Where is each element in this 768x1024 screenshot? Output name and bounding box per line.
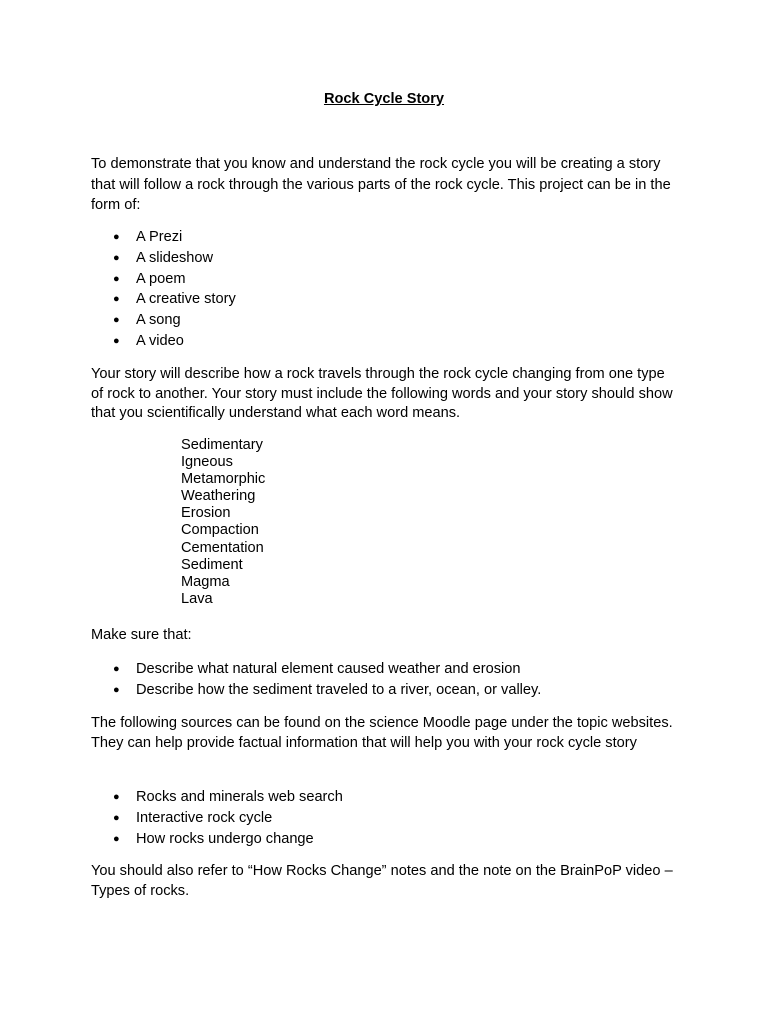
- list-item: ● A creative story: [91, 289, 236, 310]
- sources-list: [91, 787, 343, 849]
- list-item: ● A video: [91, 331, 236, 352]
- story-text: Your story will describe how a rock travels through the rock cycle changing from one type of rock to another. Your story must include the following words and your story should show that you scientifically understand what each word means.: [91, 366, 673, 421]
- bullet-icon: ●: [113, 334, 120, 347]
- list-item: ● How rocks undergo change: [91, 829, 343, 850]
- bullet-icon: ●: [113, 272, 120, 285]
- list-item: ● A slideshow: [91, 248, 236, 269]
- intro-paragraph: [91, 154, 677, 216]
- make-sure-list: [91, 659, 541, 701]
- list-item: ● A song: [91, 310, 236, 331]
- bullet-icon: ●: [113, 293, 120, 306]
- term-item: Compaction: [181, 522, 259, 539]
- bullet-icon: ●: [113, 811, 120, 824]
- list-item: ● Rocks and minerals web search: [91, 787, 343, 808]
- bullet-icon: ●: [113, 231, 120, 243]
- bullet-icon: ●: [113, 832, 120, 845]
- term-item: Sediment: [181, 556, 243, 573]
- list-item: ● A poem: [91, 269, 236, 290]
- term-item: Sedimentary: [181, 437, 263, 453]
- document-title: Rock Cycle Story: [323, 91, 445, 107]
- make-sure-heading: [91, 626, 677, 646]
- bullet-icon: ●: [113, 791, 120, 803]
- list-item: ● A Prezi: [91, 227, 236, 248]
- bullet-icon: ●: [113, 314, 120, 327]
- term-item: Erosion: [181, 505, 231, 522]
- intro-text: To demonstrate that you know and understand the rock cycle you will be creating a story that will follow a rock through the various parts of the rock cycle. This project can be in the form of:: [91, 156, 671, 213]
- term-item: Metamorphic: [181, 471, 266, 488]
- closing-paragraph: [91, 861, 677, 901]
- term-item: Cementation: [181, 539, 264, 556]
- term-item: Magma: [181, 573, 230, 590]
- required-terms-list: [181, 437, 265, 608]
- list-item: ● Interactive rock cycle: [91, 808, 343, 829]
- term-item: Lava: [181, 590, 213, 607]
- bullet-icon: ●: [113, 251, 120, 264]
- list-item: ● Describe how the sediment traveled to a river, ocean, or valley.: [91, 680, 541, 701]
- list-item: ● Describe what natural element caused weather and erosion: [91, 659, 541, 680]
- term-item: Weathering: [181, 488, 256, 505]
- bullet-icon: ●: [113, 663, 120, 675]
- bullet-icon: ●: [113, 683, 120, 696]
- story-paragraph: [91, 365, 677, 424]
- sources-paragraph: [91, 713, 677, 753]
- closing-text: You should also refer to “How Rocks Change” notes and the note on the BrainPoP video – Types of rocks.: [91, 863, 673, 899]
- sources-text: The following sources can be found on the science Moodle page under the topic websites. They can help provide factual information that will help you with your rock cycle story: [91, 715, 673, 751]
- make-sure-text: Make sure that:: [91, 627, 192, 643]
- project-forms-list: [91, 227, 236, 352]
- term-item: Igneous: [181, 454, 233, 471]
